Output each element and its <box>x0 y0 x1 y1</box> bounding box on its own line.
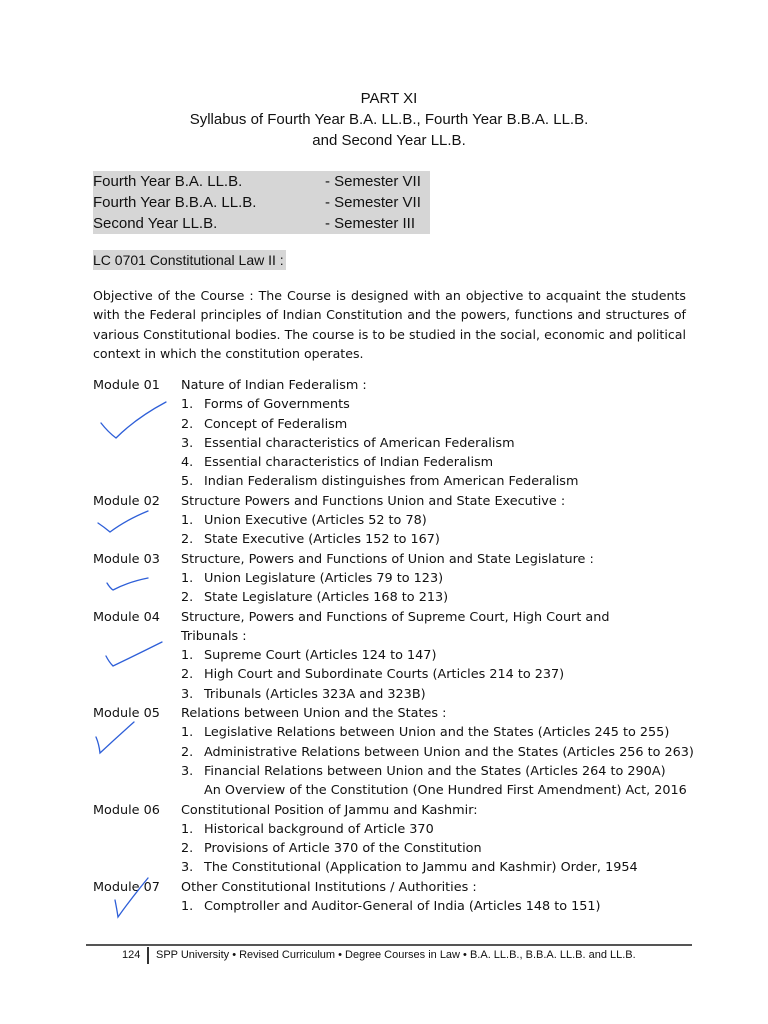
list-item <box>93 646 693 665</box>
item-text: Concept of Federalism <box>204 416 348 432</box>
item-text: Tribunals (Articles 323A and 323B) <box>204 686 426 702</box>
list-item <box>93 685 693 704</box>
item-number: 1. <box>181 899 194 915</box>
module-title: Structure, Powers and Functions of Union and State Legislature : <box>181 551 594 567</box>
module-header <box>93 492 693 511</box>
list-item <box>93 743 693 762</box>
course-heading: LC 0701 Constitutional Law II : <box>93 252 284 268</box>
item-text: Provisions of Article 370 of the Constitution <box>204 841 482 857</box>
list-item <box>93 858 693 877</box>
item-number: 2. <box>181 532 194 548</box>
item-number: 2. <box>181 841 194 857</box>
item-text: An Overview of the Constitution (One Hundred First Amendment) Act, 2016 <box>204 783 687 799</box>
semester-row <box>93 171 430 192</box>
list-item <box>93 762 693 781</box>
semester-row <box>93 213 430 234</box>
item-number: 3. <box>181 763 194 779</box>
item-number: 4. <box>181 455 194 471</box>
item-text: Essential characteristics of Indian Federalism <box>204 455 494 471</box>
module-title: Structure, Powers and Functions of Supreme Court, High Court and <box>181 609 610 625</box>
item-number: 1. <box>181 513 194 529</box>
item-text: Union Legislature (Articles 79 to 123) <box>204 570 444 586</box>
list-item <box>93 415 693 434</box>
item-number: 3. <box>181 435 194 451</box>
list-item <box>93 723 693 742</box>
module-label: Module 04 <box>93 609 160 625</box>
item-number: 2. <box>181 667 194 683</box>
list-item <box>93 511 693 530</box>
list-item <box>93 820 693 839</box>
item-text: Administrative Relations between Union and the States (Articles 256 to 263) <box>204 744 694 760</box>
item-text: Supreme Court (Articles 124 to 147) <box>204 648 437 664</box>
list-item <box>93 453 693 472</box>
semester-value: - Semester VII <box>325 173 421 190</box>
item-number: 5. <box>181 474 194 490</box>
module-label: Module 05 <box>93 706 160 722</box>
module-label: Module 01 <box>93 378 160 393</box>
module-header <box>93 376 693 395</box>
item-number: 2. <box>181 744 194 760</box>
list-item <box>93 530 693 549</box>
list-item <box>93 434 693 453</box>
item-text: High Court and Subordinate Courts (Articles 214 to 237) <box>204 667 565 683</box>
item-number: 1. <box>181 570 194 586</box>
module-label: Module 06 <box>93 802 160 818</box>
item-number: 1. <box>181 821 194 837</box>
module-label: Module 03 <box>93 551 160 567</box>
item-text: Financial Relations between Union and the States (Articles 264 to 290A) <box>204 763 666 779</box>
item-text: Essential characteristics of American Federalism <box>204 435 515 451</box>
item-text: Historical background of Article 370 <box>204 821 434 837</box>
page-number: 124 <box>122 949 141 961</box>
title-block <box>0 88 768 151</box>
list-item <box>93 588 693 607</box>
footer-divider <box>147 947 149 964</box>
part-title: PART XI <box>360 90 418 107</box>
item-text: Indian Federalism distinguishes from American Federalism <box>204 474 579 490</box>
item-text: Forms of Governments <box>204 397 350 413</box>
syllabus-title-line1: Syllabus of Fourth Year B.A. LL.B., Fourth Year B.B.A. LL.B. <box>189 111 589 128</box>
module-header <box>93 704 693 723</box>
module-header <box>93 550 693 569</box>
item-text: The Constitutional (Application to Jammu and Kashmir) Order, 1954 <box>204 860 638 876</box>
semester-course: Second Year LL.B. <box>93 215 218 232</box>
module-header <box>93 878 693 897</box>
item-number: 1. <box>181 648 194 664</box>
item-number: 3. <box>181 686 194 702</box>
item-text: Union Executive (Articles 52 to 78) <box>204 513 427 529</box>
module-title-continued <box>93 627 693 646</box>
item-number: 2. <box>181 590 194 606</box>
semester-course: Fourth Year B.B.A. LL.B. <box>93 194 257 211</box>
semester-table <box>93 171 430 234</box>
item-text: State Legislature (Articles 168 to 213) <box>204 590 449 606</box>
list-item <box>93 569 693 588</box>
semester-course: Fourth Year B.A. LL.B. <box>93 173 243 190</box>
item-number: 1. <box>181 725 194 741</box>
list-item-continued <box>93 781 693 800</box>
module-header <box>93 608 693 627</box>
module-title: Constitutional Position of Jammu and Kashmir: <box>181 802 478 818</box>
module-label: Module 02 <box>93 493 160 509</box>
module-title: Other Constitutional Institutions / Authorities : <box>181 879 477 895</box>
module-label: Module 07 <box>93 879 160 895</box>
item-text: Comptroller and Auditor-General of India (Articles 148 to 151) <box>204 899 601 915</box>
module-title-cont: Tribunals : <box>181 628 247 644</box>
module-title: Nature of Indian Federalism : <box>181 378 367 393</box>
list-item <box>93 897 693 916</box>
semester-value: - Semester III <box>325 215 416 232</box>
syllabus-title-line2: and Second Year LL.B. <box>312 132 466 149</box>
semester-row <box>93 192 430 213</box>
module-header <box>93 801 693 820</box>
module-title: Structure Powers and Functions Union and State Executive : <box>181 493 566 509</box>
footer-rule <box>86 944 692 946</box>
item-number: 3. <box>181 860 194 876</box>
semester-value: - Semester VII <box>325 194 421 211</box>
list-item <box>93 665 693 684</box>
course-objective: Objective of the Course : The Course is designed with an objective to acquaint the students with the Federal principles of Indian Constitution and the powers, functions and structures of various Constitutional bodies. The course is to be studied in the social, economic and political context in which the constitution operates. <box>93 288 686 362</box>
modules-list <box>93 376 693 916</box>
item-number: 2. <box>181 416 194 432</box>
item-text: Legislative Relations between Union and the States (Articles 245 to 255) <box>204 725 670 741</box>
list-item <box>93 839 693 858</box>
item-number: 1. <box>181 397 194 413</box>
item-text: State Executive (Articles 152 to 167) <box>204 532 440 548</box>
list-item <box>93 395 693 414</box>
module-title: Relations between Union and the States : <box>181 706 447 722</box>
list-item <box>93 472 693 491</box>
footer-text: SPP University • Revised Curriculum • Degree Courses in Law • B.A. LL.B., B.B.A. LL.B. and LL.B. <box>156 949 636 961</box>
